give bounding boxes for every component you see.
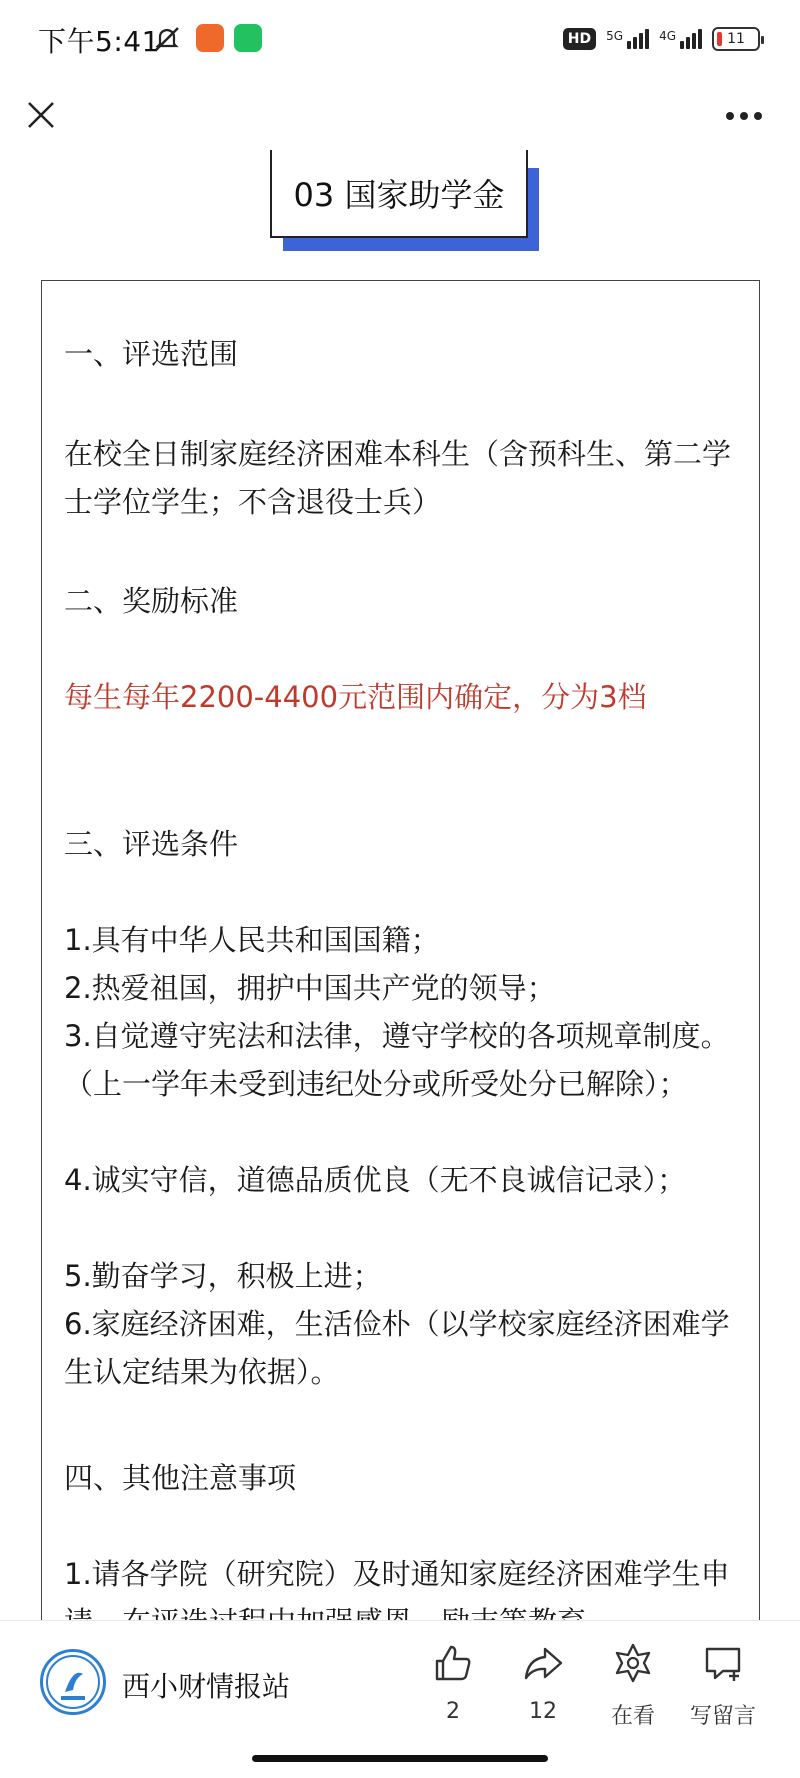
mute-icon (152, 24, 182, 54)
comment-icon (701, 1641, 745, 1685)
condition-item: 1.具有中华人民共和国国籍； (64, 923, 440, 957)
condition-item: 6.家庭经济困难，生活俭朴（以学校家庭经济困难学生认定结果为依据）。 (64, 1307, 730, 1389)
battery-icon (712, 27, 760, 51)
heading-scope: 一、评选范围 (64, 337, 239, 371)
app-notification-icon (196, 24, 224, 52)
like-button[interactable] (413, 1641, 493, 1724)
thumbs-up-icon (431, 1641, 475, 1685)
share-arrow-icon (521, 1641, 565, 1685)
signal-5g-icon: 5G (606, 29, 649, 49)
condition-item: 2.热爱祖国，拥护中国共产党的领导； (64, 971, 556, 1005)
heading-conditions: 三、评选条件 (64, 827, 239, 861)
like-count: 2 (446, 1699, 460, 1724)
more-icon[interactable] (724, 110, 764, 122)
home-indicator[interactable] (252, 1755, 548, 1762)
condition-item: 4.诚实守信，道德品质优良（无不良诚信记录）； (64, 1163, 687, 1197)
share-count: 12 (529, 1699, 557, 1724)
battery-level: 11 (727, 31, 745, 47)
share-button[interactable] (503, 1641, 583, 1724)
close-icon[interactable] (26, 100, 56, 130)
note-item: 1.请各学院（研究院）及时通知家庭经济困难学生申 (64, 1557, 730, 1591)
signal-4g-icon: 4G (659, 29, 702, 49)
watching-label: 在看 (610, 1704, 655, 1729)
author-avatar[interactable] (40, 1649, 106, 1715)
author-name[interactable]: 西小财情报站 (122, 1670, 291, 1703)
scope-text: 在校全日制家庭经济困难本科生（含预科生、第二学士学位学生；不含退役士兵） (64, 437, 732, 519)
heading-notes: 四、其他注意事项 (64, 1461, 297, 1495)
comment-label: 写留言 (689, 1704, 756, 1729)
award-standard-text: 每生每年2200-4400元范围内确定，分为3档 (64, 680, 647, 714)
status-bar (0, 0, 800, 80)
condition-item: 3.自觉遵守宪法和法律，遵守学校的各项规章制度。（上一学年未受到违纪处分或所受处分已解除）； (64, 1019, 730, 1101)
watching-flower-icon (611, 1641, 655, 1685)
heading-award: 二、奖励标准 (64, 584, 239, 618)
comment-button[interactable] (683, 1641, 763, 1730)
status-indicators (563, 24, 760, 54)
wechat-icon (234, 24, 262, 52)
status-time: 下午5:41 (38, 25, 160, 58)
hd-badge: HD (563, 28, 596, 50)
watching-button[interactable] (593, 1641, 673, 1730)
condition-item: 5.勤奋学习，积极上进； (64, 1259, 382, 1293)
section-title: 03 国家助学金 (270, 150, 528, 238)
